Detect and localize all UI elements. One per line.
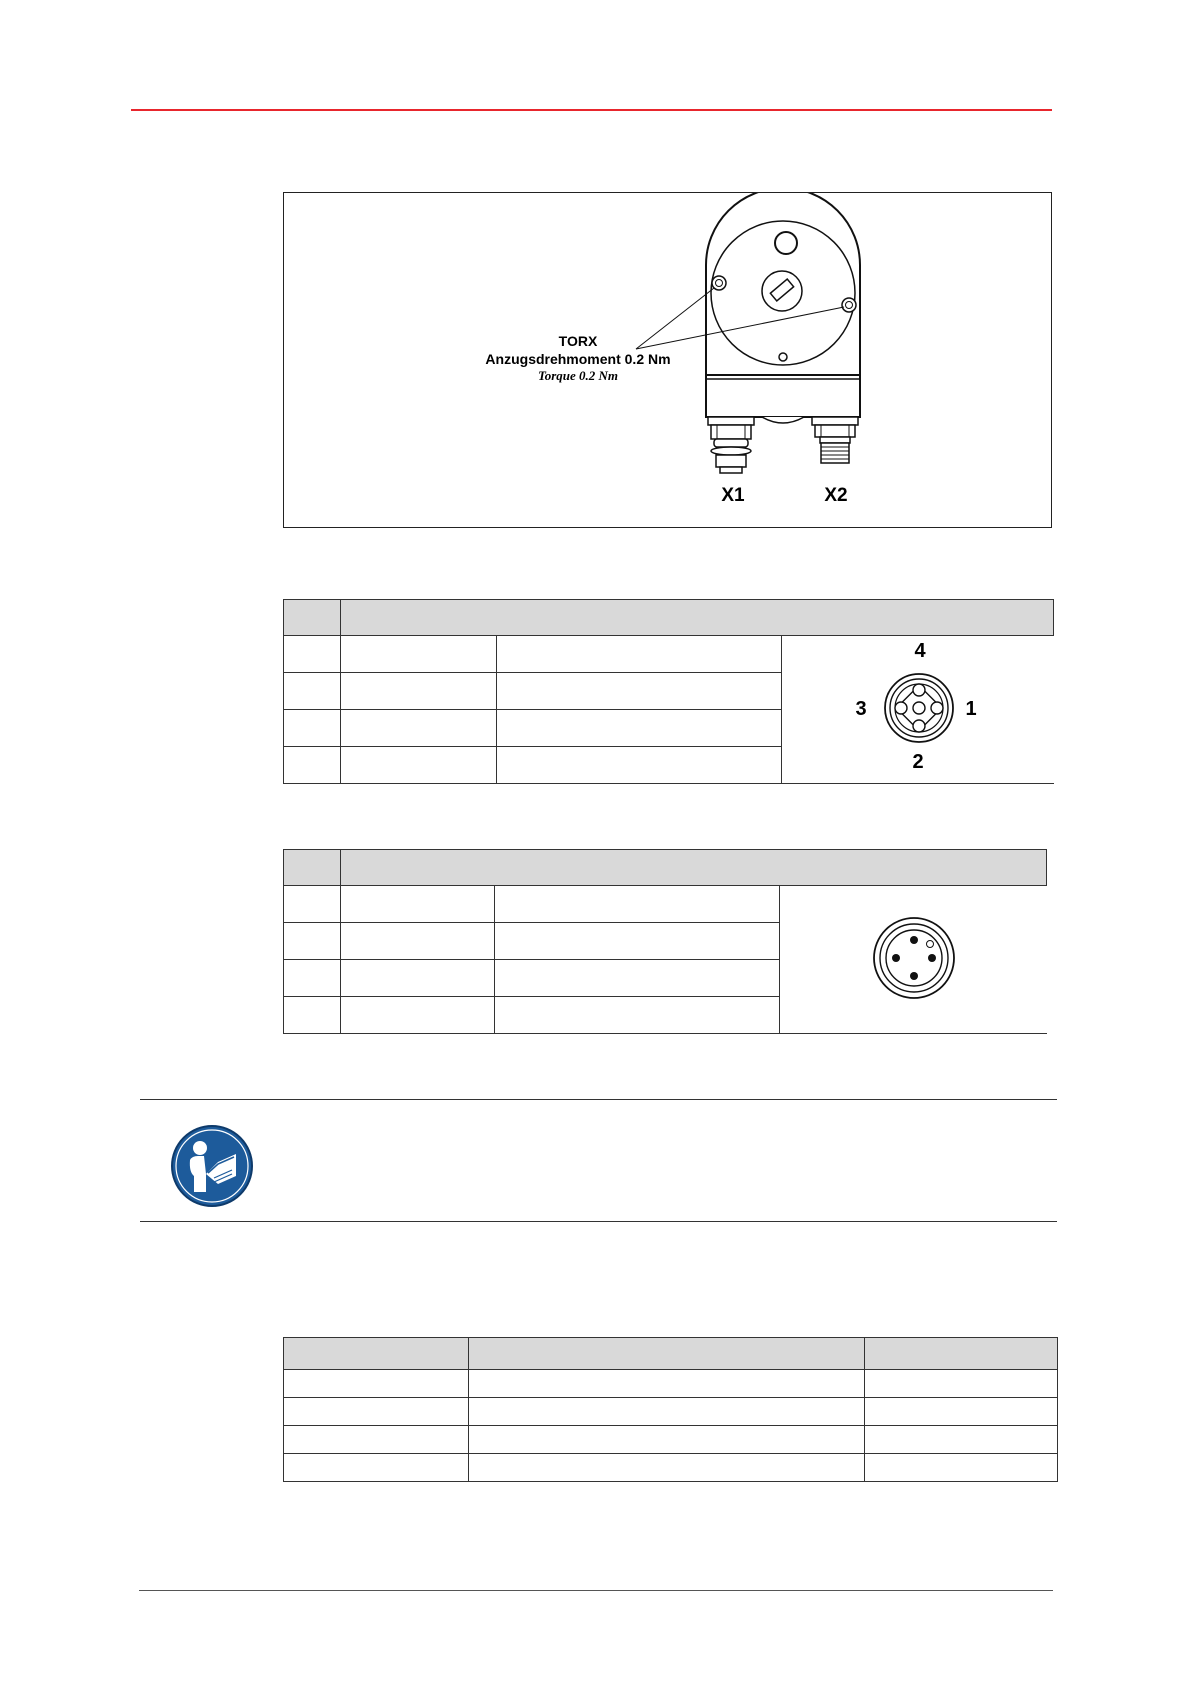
table-cell [341,710,497,747]
table-cell [341,747,497,784]
table-cell [341,673,497,710]
table-cell [284,1370,469,1398]
table-cell [284,886,341,923]
table-cell [284,997,341,1034]
pin-label-3: 3 [855,698,867,720]
callout-german: Anzugsdrehmoment 0.2 Nm [485,351,671,367]
header-cell [284,600,341,636]
table-cell [865,1454,1058,1482]
torx-screw-left [712,276,726,290]
table-cell [341,886,495,923]
table-cell [284,1426,469,1454]
table-cell [495,997,780,1034]
table-cell [341,960,495,997]
connector-x1-pinout [782,636,1054,778]
header-red-rule [131,109,1052,111]
table-cell [865,1426,1058,1454]
callout-english: Torque 0.2 Nm [537,368,619,383]
table-row [284,1398,1058,1426]
torx-screw-right [842,298,856,312]
header-cell [865,1338,1058,1370]
table-row [284,1370,1058,1398]
table-cell [497,710,782,747]
header-cell [341,600,1054,636]
table-cell [495,886,780,923]
table-header-row [284,1338,1058,1370]
table-header-row [284,600,1054,636]
table-row [284,886,1047,923]
table-row [284,636,1054,673]
pin-label-2: 2 [912,751,924,773]
encoder-drawing [284,193,1051,527]
label-x1: X1 [721,485,745,506]
table-cell [284,636,341,673]
header-cell [284,850,341,886]
table-cell [284,747,341,784]
connector-x1-drawing [708,417,754,473]
table-cell [469,1426,865,1454]
read-manual-icon [170,1124,254,1208]
connector-x1-pinout-cell [782,636,1054,784]
table-cell [284,1398,469,1426]
table-cell [341,923,495,960]
table-cell [495,923,780,960]
pin-table-x1 [283,599,1054,784]
table-cell [497,747,782,784]
table-cell [284,1454,469,1482]
table-cell [341,636,497,673]
encoder-small-hole [779,353,787,361]
header-cell [469,1338,865,1370]
table-cell [497,673,782,710]
pin-label-1: 1 [965,698,977,720]
table-cell [495,960,780,997]
table-row [284,1454,1058,1482]
header-cell [341,850,1047,886]
table-cell [469,1454,865,1482]
table-cell [284,923,341,960]
encoder-figure [283,192,1052,528]
callout-title: TORX [558,333,598,349]
table-cell [284,960,341,997]
table-cell [865,1398,1058,1426]
pin-table-x2 [283,849,1047,1034]
leader-line-left [636,288,714,349]
table-header-row [284,850,1047,886]
connector-x2-pinout [780,886,1047,1028]
encoder-base [706,375,860,417]
table-cell [865,1370,1058,1398]
pin-label-4: 4 [914,640,926,662]
encoder-top-hole [775,232,797,254]
footer-rule [139,1590,1053,1591]
table-cell [469,1398,865,1426]
table-row [284,1426,1058,1454]
label-x2: X2 [824,485,848,506]
header-cell [284,1338,469,1370]
table-cell [284,673,341,710]
table-cell [469,1370,865,1398]
connector-x2-drawing [812,417,858,463]
table-cell [497,636,782,673]
connector-x2-pinout-cell [780,886,1047,1034]
table-cell [341,997,495,1034]
notice-bottom-rule [140,1221,1057,1222]
spec-table [283,1337,1058,1482]
notice-top-rule [140,1099,1057,1100]
table-cell [284,710,341,747]
